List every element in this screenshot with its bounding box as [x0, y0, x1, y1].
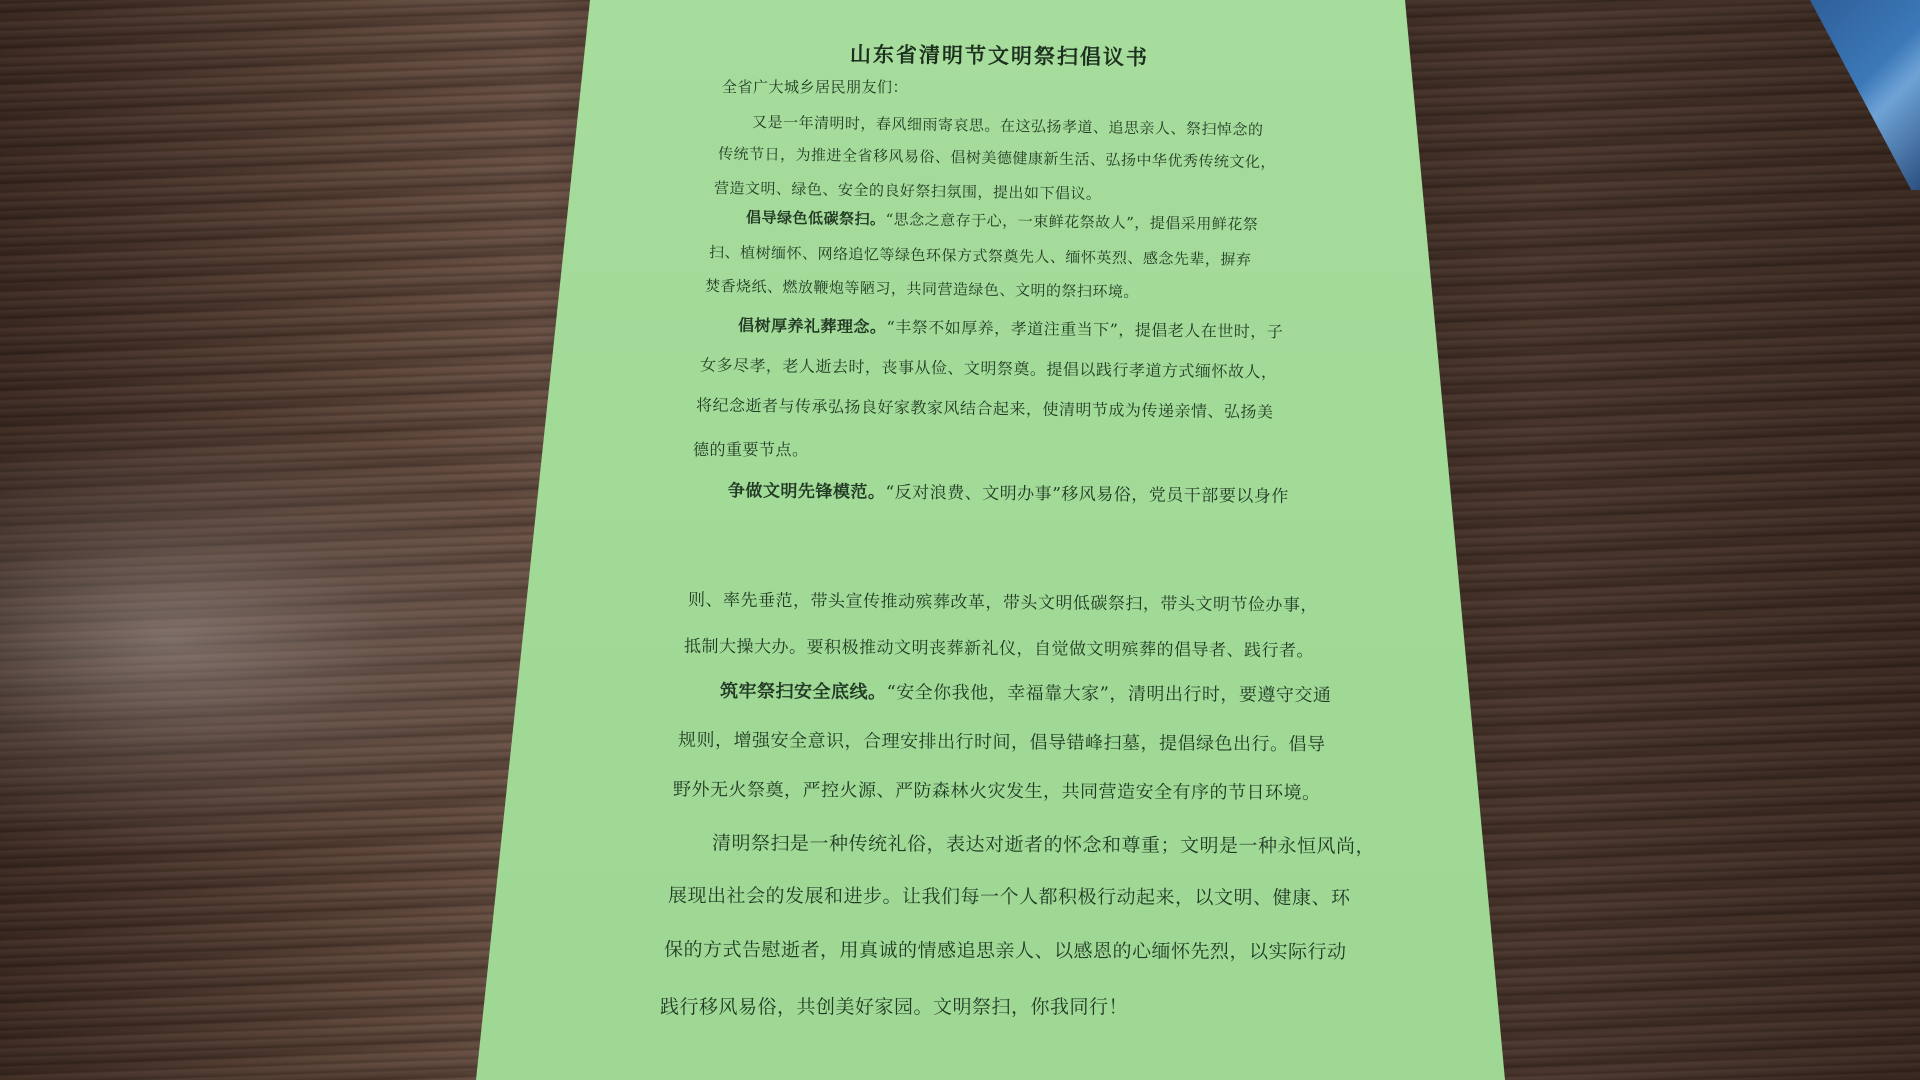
lead-phrase: 倡导绿色低碳祭扫。 — [745, 208, 886, 229]
paragraph-line: 女多尽孝，老人逝去时，丧事从俭、文明祭奠。提倡以践行孝道方式缅怀故人， — [699, 355, 1278, 382]
paragraph-line: 清明祭扫是一种传统礼俗，表达对逝者的怀念和尊重；文明是一种永恒风尚， — [711, 832, 1376, 858]
lead-phrase: 争做文明先锋模范。 — [727, 481, 886, 503]
lead-phrase: 倡树厚养礼葬理念。 — [737, 315, 887, 337]
document-title: 山东省清明节文明祭扫倡议书 — [849, 41, 1150, 70]
paragraph-line: 又是一年清明时，春风细雨寄哀思。在这弘扬孝道、追思亲人、祭扫悼念的 — [751, 112, 1264, 140]
paragraph-line: 抵制大操大办。要积极推动文明丧葬新礼仪，自觉做文明殡葬的倡导者、践行者。 — [683, 636, 1315, 662]
paragraph-line: 规则，增强安全意识，合理安排出行时间，倡导错峰扫墓，提倡绿色出行。倡导 — [677, 729, 1326, 756]
paragraph-line: 将纪念逝者与传承弘扬良好家教家风结合起来，使清明节成为传递亲情、弘扬美 — [695, 395, 1274, 422]
paragraph-line: 倡导绿色低碳祭扫。“思念之意存于心，一束鲜花祭故人”，提倡采用鲜花祭 — [745, 208, 1259, 234]
paragraph-line: 倡树厚养礼葬理念。“丰祭不如厚养，孝道注重当下”，提倡老人在世时，子 — [737, 315, 1284, 342]
lead-phrase: 筑牢祭扫安全底线。 — [719, 680, 887, 704]
greeting-line: 全省广大城乡居民朋友们： — [722, 78, 909, 96]
paragraph-line: 野外无火祭奠，严控火源、严防森林火灾发生，共同营造安全有序的节日环境。 — [672, 779, 1321, 804]
paragraph-line: 筑牢祭扫安全底线。“安全你我他，幸福靠大家”，清明出行时，要遵守交通 — [719, 680, 1332, 707]
paragraph-line: 焚香烧纸、燃放鞭炮等陋习，共同营造绿色、文明的祭扫环境。 — [704, 276, 1140, 302]
paragraph-line: 则、率先垂范，带头宣传推动殡葬改革，带头文明低碳祭扫，带头文明节俭办事， — [687, 590, 1319, 616]
paragraph-line: 展现出社会的发展和进步。让我们每一个人都积极行动起来，以文明、健康、环 — [667, 884, 1351, 910]
paragraph-line: 营造文明、绿色、安全的良好祭扫氛围，提出如下倡议。 — [713, 178, 1102, 204]
paragraph-line: 传统节日，为推进全省移风易俗、倡树美德健康新生活、弘扬中华优秀传统文化， — [717, 144, 1277, 172]
paragraph-line: 扫、植树缅怀、网络追忆等绿色环保方式祭奠先人、缅怀英烈、感念先辈，摒弃 — [708, 243, 1252, 269]
paragraph-line: 保的方式告慰逝者，用真诚的情感追思亲人、以感恩的心缅怀先烈，以实际行动 — [663, 938, 1347, 964]
paragraph-line: 德的重要节点。 — [693, 440, 809, 459]
paragraph-line: 践行移风易俗，共创美好家园。文明祭扫，你我同行！ — [660, 996, 1129, 1018]
paragraph-line: 争做文明先锋模范。“反对浪费、文明办事”移风易俗，党员干部要以身作 — [727, 481, 1289, 507]
